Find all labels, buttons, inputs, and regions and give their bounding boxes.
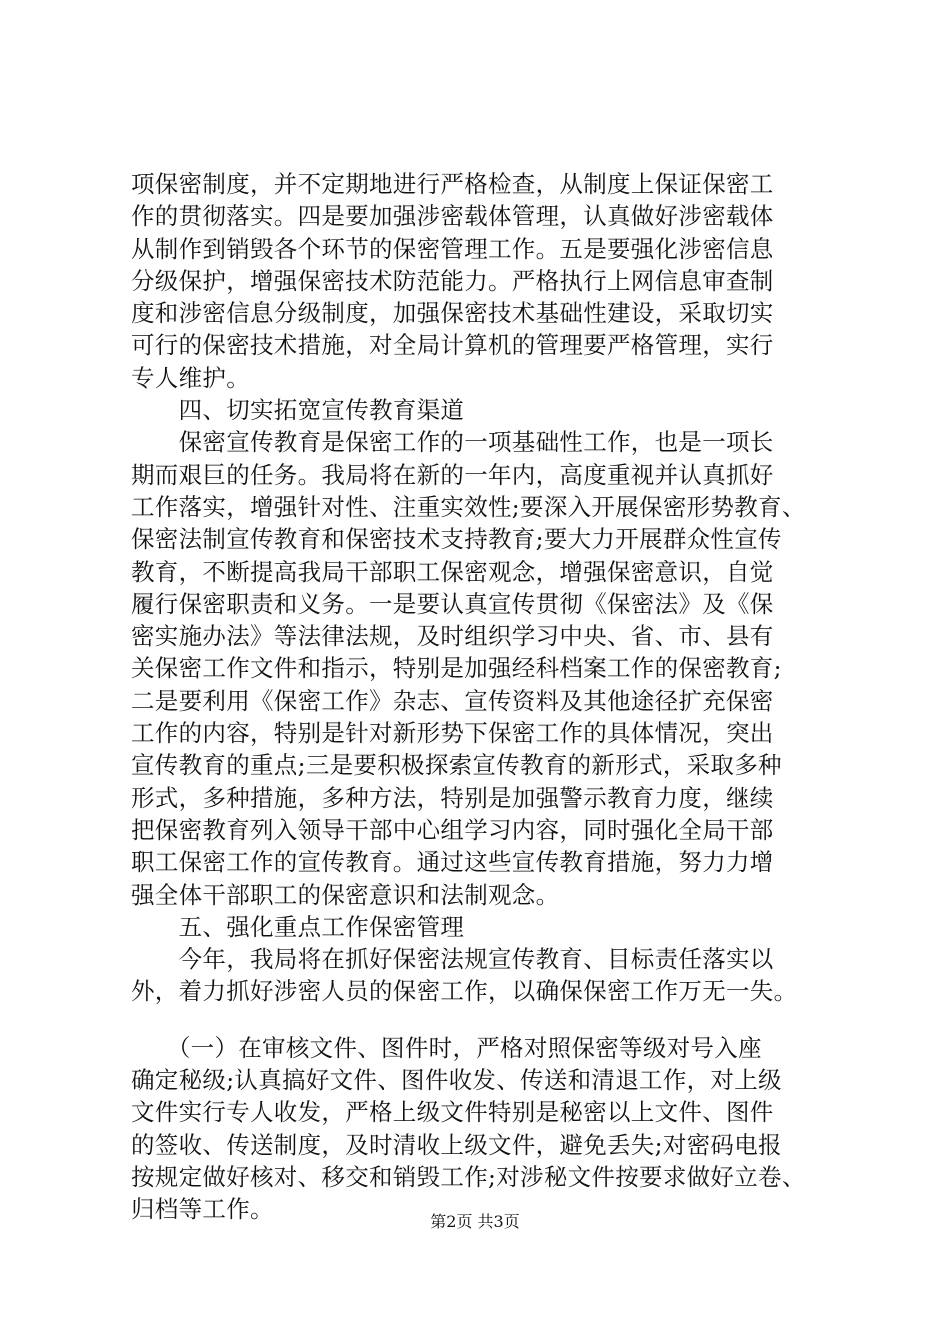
paragraph-line: 外，着力抓好涉密人员的保密工作，以确保保密工作万无一失。 [131, 977, 798, 1006]
paragraph-line: 形式，多种措施，多种方法，特别是加强警示教育力度，继续 [131, 783, 774, 812]
paragraph-line: 度和涉密信息分级制度，加强保密技术基础性建设，采取切实 [131, 299, 774, 328]
paragraph-line: 分级保护，增强保密技术防范能力。严格执行上网信息审查制 [131, 266, 774, 295]
paragraph-line: 关保密工作文件和指示，特别是加强经科档案工作的保密教育; [131, 654, 782, 683]
paragraph-line: 职工保密工作的宣传教育。通过这些宣传教育措施，努力力增 [131, 848, 774, 877]
paragraph-line: 强全体干部职工的保密意识和法制观念。 [131, 880, 560, 909]
paragraph-line: 的签收、传送制度，及时清收上级文件，避免丢失;对密码电报 [131, 1130, 782, 1159]
paragraph-line: 今年，我局将在抓好保密法规宣传教育、目标责任落实以 [131, 945, 774, 974]
paragraph-line: 保密宣传教育是保密工作的一项基础性工作，也是一项长 [131, 428, 774, 457]
paragraph-line: 工作的内容，特别是针对新形势下保密工作的具体情况，突出 [131, 719, 774, 748]
paragraph-line: 从制作到销毁各个环节的保密管理工作。五是要强化涉密信息 [131, 234, 774, 263]
section-heading-5: 五、强化重点工作保密管理 [131, 912, 465, 941]
paragraph-line: 项保密制度，并不定期地进行严格检查，从制度上保证保密工 [131, 170, 774, 198]
document-body [131, 168, 831, 1226]
paragraph-line: （一）在审核文件、图件时，严格对照保密等级对号入座 [131, 1033, 762, 1062]
paragraph-line: 工作落实，增强针对性、注重实效性;要深入开展保密形势教育、 [131, 492, 806, 521]
paragraph-line: 确定秘级;认真搞好文件、图件收发、传送和清退工作，对上级 [131, 1066, 782, 1095]
paragraph-line: 可行的保密技术措施，对全局计算机的管理要严格管理，实行 [131, 331, 774, 360]
paragraph-line: 归档等工作。 [131, 1195, 274, 1224]
paragraph-line: 教育，不断提高我局干部职工保密观念，增强保密意识，自觉 [131, 557, 774, 586]
paragraph-line: 专人维护。 [131, 363, 250, 392]
paragraph-line: 按规定做好核对、移交和销毁工作;对涉秘文件按要求做好立卷、 [131, 1162, 806, 1191]
paragraph-line: 密实施办法》等法律法规，及时组织学习中央、省、市、县有 [131, 622, 774, 651]
paragraph-line: 宣传教育的重点;三是要积极探索宣传教育的新形式，采取多种 [131, 751, 782, 780]
paragraph-line: 二是要利用《保密工作》杂志、宣传资料及其他途径扩充保密 [131, 686, 774, 715]
paragraph-line: 履行保密职责和义务。一是要认真宣传贯彻《保密法》及《保 [131, 589, 774, 618]
paragraph-line: 文件实行专人收发，严格上级文件特别是秘密以上文件、图件 [131, 1098, 774, 1127]
section-heading-4: 四、切实拓宽宣传教育渠道 [131, 396, 465, 425]
paragraph-line: 把保密教育列入领导干部中心组学习内容，同时强化全局干部 [131, 815, 774, 844]
paragraph-gap [131, 1008, 831, 1032]
paragraph-line: 作的贯彻落实。四是要加强涉密载体管理，认真做好涉密载体 [131, 202, 774, 231]
paragraph-line: 保密法制宣传教育和保密技术支持教育;要大力开展群众性宣传 [131, 525, 782, 554]
page-footer: 第2页 共3页 [430, 1212, 520, 1231]
paragraph-line: 期而艰巨的任务。我局将在新的一年内，高度重视并认真抓好 [131, 460, 774, 489]
